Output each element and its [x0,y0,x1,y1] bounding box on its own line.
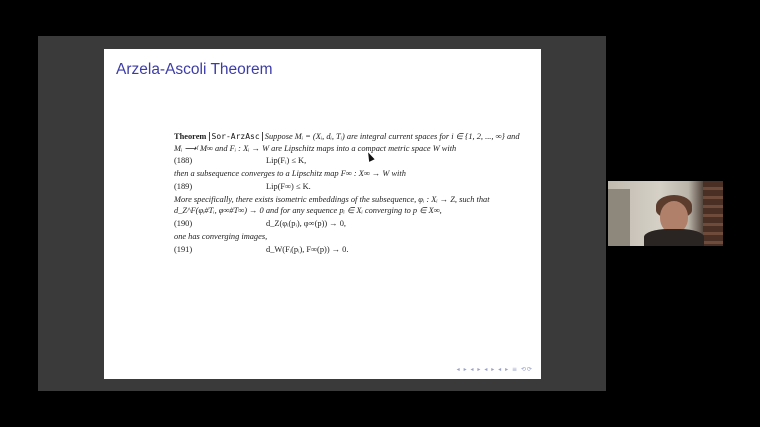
theorem-hypothesis: Suppose Mᵢ = (Xᵢ, dᵢ, Tᵢ) are integral current spaces for i ∈ {1, 2, ..., ∞} and Mᵢ ⟶ᶠ M∞ and Fᵢ : Xᵢ → W are Lipschitz maps into a compact metric space W with [174,132,520,153]
presentation-slide [104,49,541,379]
equation-number: (188) [174,156,193,166]
equation-number: (189) [174,181,193,191]
equation-body: Lip(F∞) ≤ K. [266,181,311,191]
theorem-images: one has converging images, [174,231,268,241]
theorem-specifics: More specifically, there exists isometric embeddings of the subsequence, φᵢ : Xᵢ → Z, such that d_Z^F(φᵢ#Tᵢ, φ∞#T∞) → 0 and for any sequence pᵢ ∈ Xᵢ converging to p ∈ X∞, [174,194,490,216]
equation-number: (191) [174,244,193,254]
handwritten-annotation: Sor-ArzAsc [209,132,263,141]
beamer-navigation-controls[interactable]: ◂ ▸ ◂ ▸ ◂ ▸ ◂ ▸ ≡ ⟲⟳ [456,366,533,373]
theorem-conclusion: then a subsequence converges to a Lipschitz map F∞ : X∞ → W with [174,169,406,179]
equation-191 [174,243,526,257]
equation-190 [174,217,526,231]
equation-body: d_W(Fᵢ(pᵢ), F∞(p)) → 0. [266,244,349,254]
background-door [608,189,630,246]
equation-body: d_Z(φᵢ(pᵢ), φ∞(p)) → 0, [266,219,347,229]
equation-number: (190) [174,219,193,229]
equation-188 [174,154,526,168]
participant-shoulders [644,229,704,246]
theorem-block [174,131,526,257]
slide-title: Arzela-Ascoli Theorem [116,61,273,78]
theorem-label: Theorem [174,132,207,141]
webcam-tile[interactable] [608,181,723,246]
background-bookshelf [703,181,723,246]
theorem-statement [174,131,526,154]
equation-body: Lip(Fᵢ) ≤ K, [266,156,307,166]
equation-189 [174,180,526,194]
